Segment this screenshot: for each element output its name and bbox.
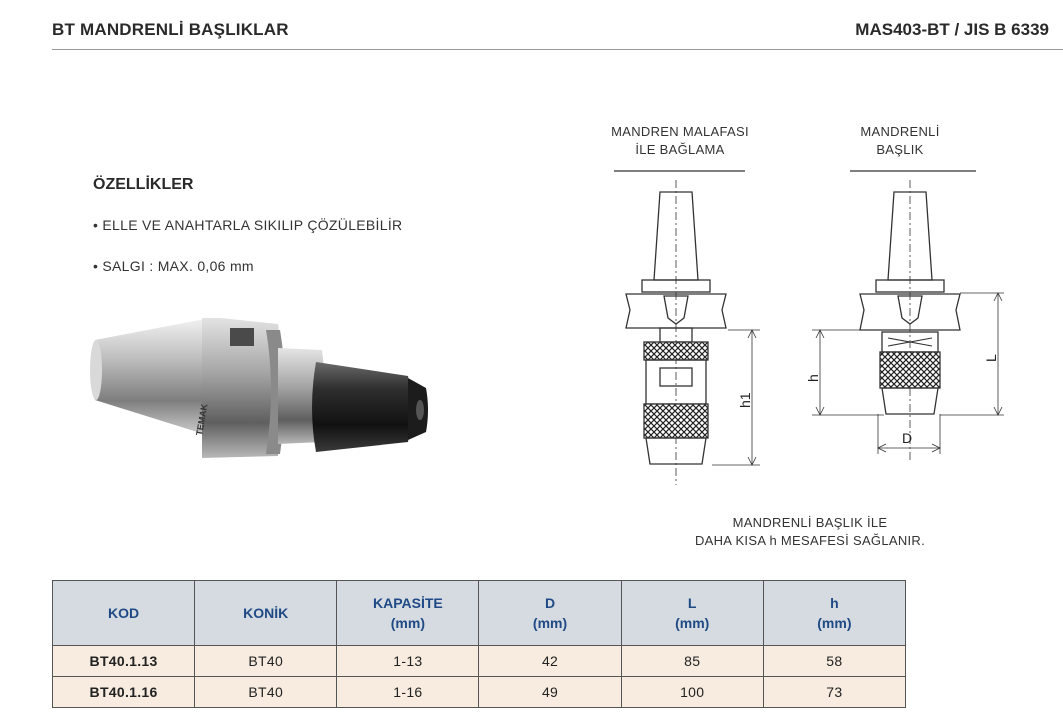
cell-l: 85 <box>621 646 763 677</box>
col-header-konik: KONİK <box>195 581 337 646</box>
table-header-row <box>53 581 906 646</box>
cell-kod: BT40.1.16 <box>53 677 195 708</box>
cell-d: 49 <box>479 677 621 708</box>
cell-kod: BT40.1.13 <box>53 646 195 677</box>
feature-item: • ELLE VE ANAHTARLA SIKILIP ÇÖZÜLEBİLİR <box>93 217 403 233</box>
caption-line-1: MANDRENLİ BAŞLIK İLE <box>732 515 888 530</box>
col-header-h: h (mm) <box>763 581 905 646</box>
caption-line-2: DAHA KISA h MESAFESİ SAĞLANIR. <box>694 533 926 548</box>
table-row <box>53 646 906 677</box>
col-header-kod: KOD <box>53 581 195 646</box>
diagram-right-label-2: BAŞLIK <box>876 142 924 157</box>
diagram-right-label-1: MANDRENLİ <box>860 124 940 139</box>
diagram-caption <box>660 514 960 550</box>
dim-h1-label: h1 <box>737 392 753 408</box>
cell-kapasite: 1-16 <box>337 677 479 708</box>
cell-konik: BT40 <box>195 677 337 708</box>
cell-konik: BT40 <box>195 646 337 677</box>
spec-table <box>52 580 906 708</box>
standard-code: MAS403-BT / JIS B 6339 <box>855 20 1049 39</box>
col-header-kapasite: KAPASİTE (mm) <box>337 581 479 646</box>
diagram-left-label-1: MANDREN MALAFASI <box>611 124 749 139</box>
col-header-l: L (mm) <box>621 581 763 646</box>
product-image <box>90 318 440 493</box>
header-divider <box>52 49 1063 50</box>
cell-kapasite: 1-13 <box>337 646 479 677</box>
cell-d: 42 <box>479 646 621 677</box>
dim-h-label: h <box>805 374 821 382</box>
dim-D-label: D <box>902 430 913 446</box>
feature-item: • SALGI : MAX. 0,06 mm <box>93 258 254 274</box>
dim-L-label: L <box>983 354 999 362</box>
cell-h: 73 <box>763 677 905 708</box>
cell-h: 58 <box>763 646 905 677</box>
col-header-d: D (mm) <box>479 581 621 646</box>
page-title: BT MANDRENLİ BAŞLIKLAR <box>52 20 289 39</box>
table-row <box>53 677 906 708</box>
features-title: ÖZELLİKLER <box>93 176 194 193</box>
diagram-left-label-2: İLE BAĞLAMA <box>635 142 725 157</box>
brand-logo: TEMAK <box>194 403 210 437</box>
technical-diagram <box>560 100 1030 505</box>
cell-l: 100 <box>621 677 763 708</box>
